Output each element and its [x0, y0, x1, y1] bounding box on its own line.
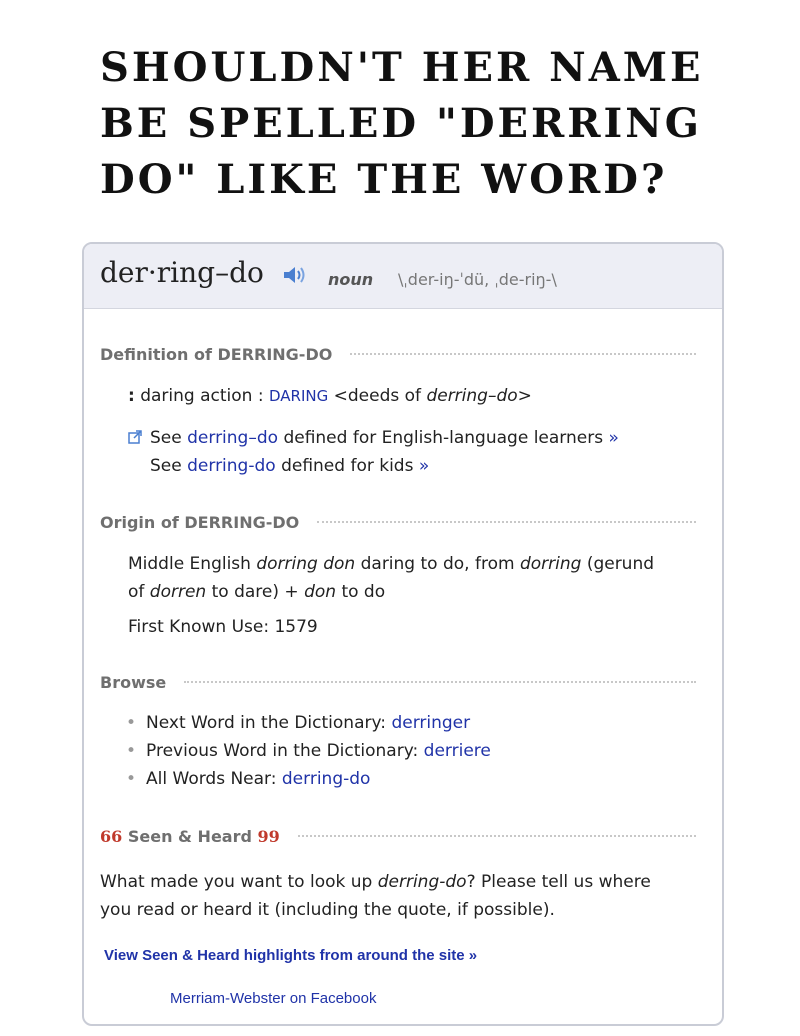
browse-item-label: Previous Word in the Dictionary:: [146, 741, 419, 761]
bullet: •: [126, 741, 137, 761]
seen-heard-highlights-link[interactable]: View Seen & Heard highlights from around the site »: [104, 947, 478, 964]
dictionary-entry-card: [82, 242, 724, 1026]
divider: [350, 353, 696, 355]
seen-heard-heading: [100, 826, 696, 846]
see-label: See: [150, 456, 182, 476]
origin-text: daring to do, from: [360, 554, 515, 574]
kids-arrow[interactable]: »: [418, 456, 430, 476]
origin-italic: dorring don: [256, 554, 356, 574]
origin-line-1: [128, 554, 654, 574]
all-words-near-link[interactable]: derring-do: [281, 769, 371, 789]
learners-arrow[interactable]: »: [608, 428, 619, 448]
definition-heading-text: Definition of DERRING-DO: [100, 344, 333, 364]
next-word-link[interactable]: derringer: [391, 713, 471, 733]
browse-heading: [100, 672, 696, 692]
definition-line: [128, 386, 532, 406]
origin-heading-text: Origin of DERRING-DO: [100, 512, 300, 532]
part-of-speech: noun: [328, 270, 374, 289]
entry-header: [84, 244, 722, 309]
browse-item: [126, 713, 470, 733]
origin-italic: don: [304, 582, 337, 602]
prompt-word: derring-do: [377, 872, 467, 892]
origin-text: (gerund: [586, 554, 655, 574]
learners-text: defined for English-language learners: [283, 428, 604, 448]
example-open: <deeds of: [333, 386, 422, 406]
external-link-icon: [128, 430, 142, 444]
pronunciation: \ˌder-iŋ-ˈdü, ˌde-riŋ-\: [398, 270, 557, 289]
headword: der·ring–do: [100, 256, 264, 289]
origin-text: to do: [341, 582, 386, 602]
divider: [317, 521, 696, 523]
divider: [298, 835, 696, 837]
origin-line-2: [128, 582, 385, 602]
definition-separator: :: [257, 386, 264, 406]
meme-caption: SHOULDN'T HER NAME BE SPELLED "DERRING DO" LIKE THE WORD?: [100, 44, 704, 203]
learners-line: [128, 428, 619, 448]
seen-heard-title: [100, 827, 280, 846]
example-word: derring–do: [426, 386, 518, 406]
origin-italic: dorren: [149, 582, 207, 602]
bullet: •: [126, 769, 137, 789]
origin-text: of: [128, 582, 145, 602]
example-close: >: [517, 386, 532, 406]
definition-heading: [100, 344, 696, 364]
open-quote-icon: 66: [100, 826, 123, 846]
seen-heard-label: Seen & Heard: [127, 826, 252, 846]
close-quote-icon: 99: [257, 826, 280, 846]
kids-link[interactable]: derring-do: [187, 456, 276, 476]
previous-word-link[interactable]: derriere: [423, 741, 491, 761]
kids-text: defined for kids: [281, 456, 414, 476]
origin-heading: [100, 512, 696, 532]
daring-link[interactable]: DARING: [268, 387, 329, 405]
see-label: See: [150, 428, 182, 448]
browse-item: [126, 741, 491, 761]
definition-colon: :: [128, 386, 135, 406]
seen-heard-prompt-1: [100, 872, 651, 892]
seen-heard-prompt-2: you read or heard it (including the quote, if possible).: [100, 900, 555, 920]
prompt-text: What made you want to look up: [100, 872, 373, 892]
facebook-link[interactable]: Merriam-Webster on Facebook: [170, 990, 377, 1007]
first-known-use: First Known Use: 1579: [128, 617, 318, 637]
browse-item-label: All Words Near:: [146, 769, 277, 789]
browse-item-label: Next Word in the Dictionary:: [146, 713, 387, 733]
browse-heading-text: Browse: [100, 672, 167, 692]
divider: [184, 681, 696, 683]
origin-italic: dorring: [519, 554, 582, 574]
definition-text: daring action: [140, 386, 253, 406]
prompt-text: ? Please tell us where: [466, 872, 651, 892]
bullet: •: [126, 713, 137, 733]
kids-line: [150, 456, 429, 476]
origin-text: to dare) +: [211, 582, 299, 602]
origin-text: Middle English: [128, 554, 251, 574]
speaker-icon[interactable]: [282, 264, 308, 286]
browse-item: [126, 769, 370, 789]
learners-link[interactable]: derring–do: [187, 428, 279, 448]
